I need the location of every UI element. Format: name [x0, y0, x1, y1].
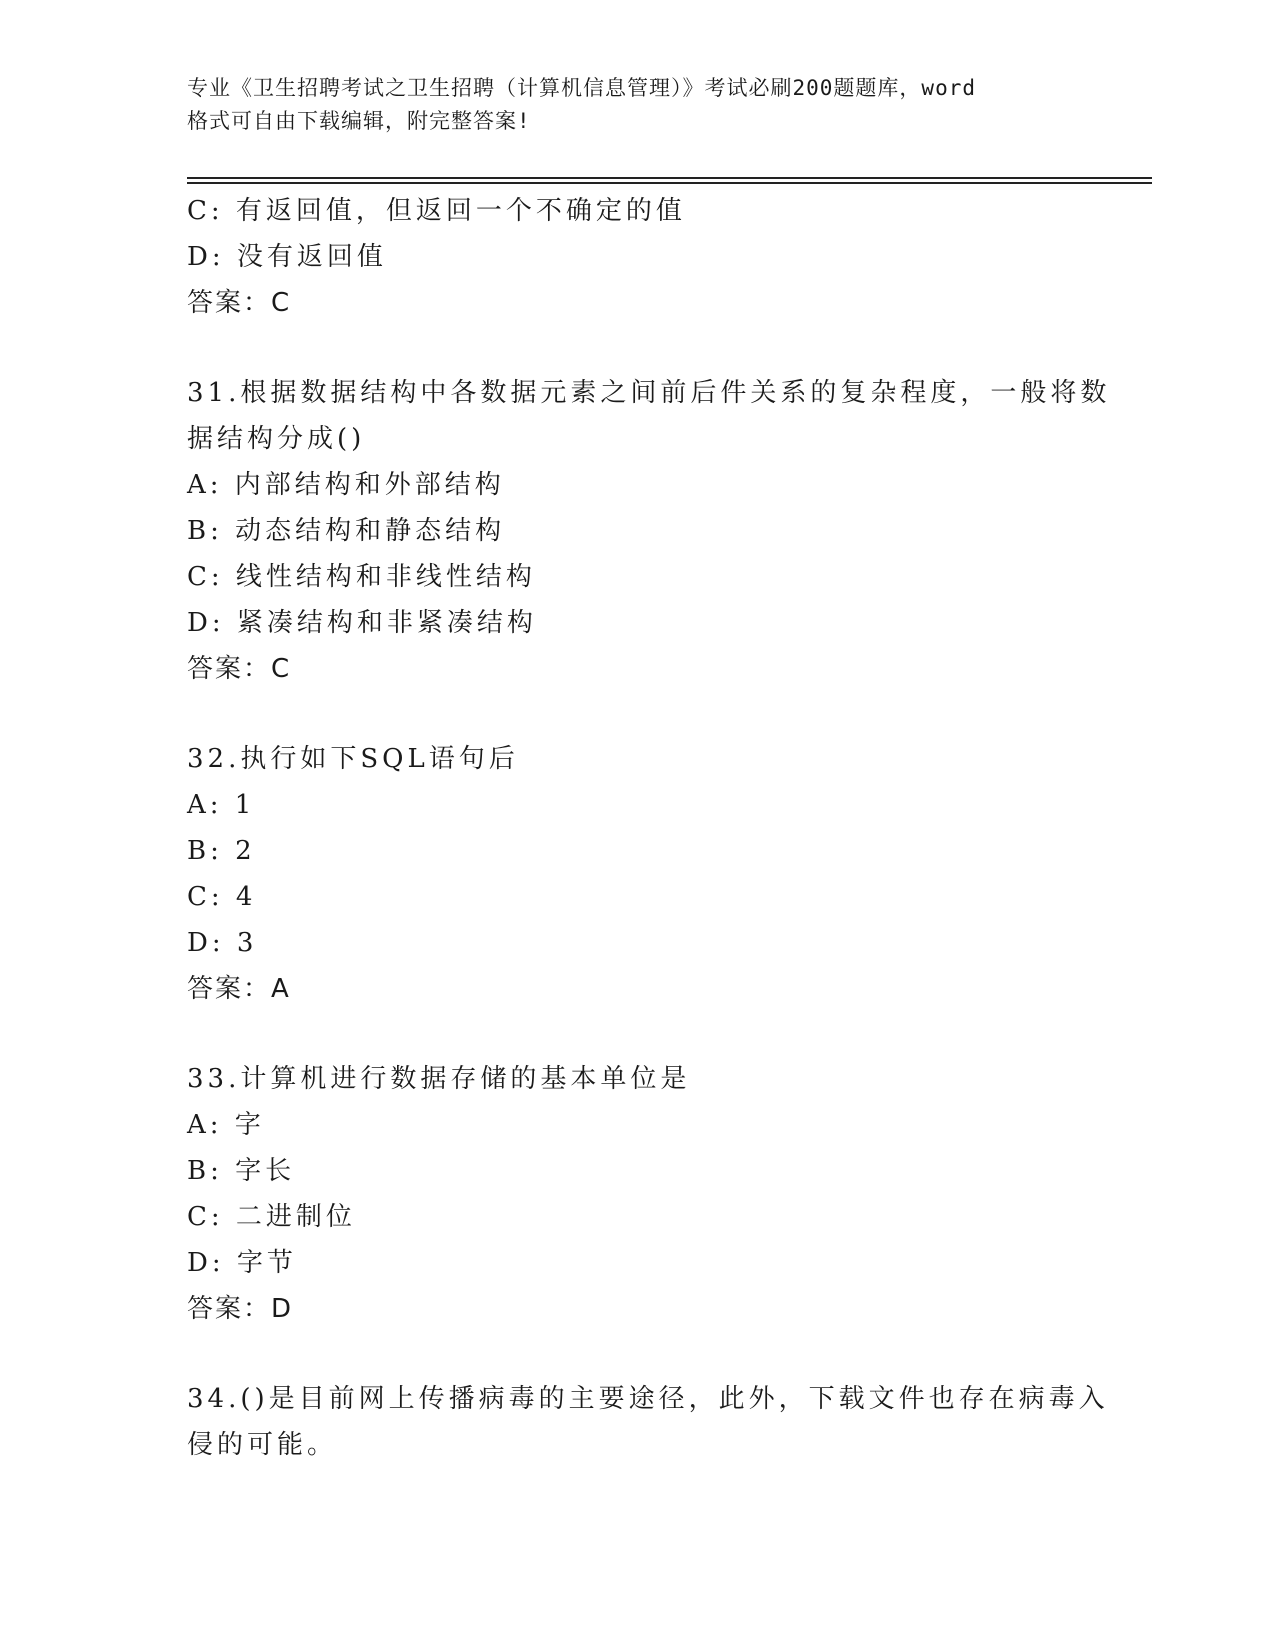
option-b: B: 字长 [187, 1156, 296, 1186]
question-text-line-2: 据结构分成() [187, 424, 366, 454]
option-c: C: 线性结构和非线性结构 [187, 562, 536, 592]
answer-line: 答案：C [187, 654, 292, 684]
header-divider-top [187, 177, 1152, 179]
question-text-line-1: 32.执行如下SQL语句后 [187, 744, 519, 774]
header-divider-bottom [187, 182, 1152, 184]
option-a: A: 1 [187, 790, 256, 820]
option-c: C: 4 [187, 882, 257, 912]
option-a: A: 内部结构和外部结构 [187, 470, 505, 500]
option-d: D: 3 [187, 928, 258, 958]
answer-line: 答案：C [187, 288, 292, 318]
question-text-line-1: 31.根据数据结构中各数据元素之间前后件关系的复杂程度，一般将数 [187, 378, 1111, 408]
answer-line: 答案：A [187, 974, 291, 1004]
header-title-line-1: 专业《卫生招聘考试之卫生招聘（计算机信息管理）》考试必刷200题题库，word [187, 76, 976, 100]
option-a: A: 字 [187, 1110, 265, 1140]
question-text-line-2: 侵的可能。 [187, 1430, 338, 1460]
header-title-line-2: 格式可自由下载编辑，附完整答案! [187, 109, 531, 133]
option-c: C: 二进制位 [187, 1202, 356, 1232]
question-text-line-1: 33.计算机进行数据存储的基本单位是 [187, 1064, 691, 1094]
question-30-tail [187, 188, 1087, 326]
question-text-line-1: 34.()是目前网上传播病毒的主要途径，此外，下载文件也存在病毒入 [187, 1384, 1109, 1414]
document-header [187, 72, 1087, 138]
question-33 [187, 1056, 1087, 1332]
question-34 [187, 1376, 1109, 1468]
option-c: C: 有返回值，但返回一个不确定的值 [187, 196, 686, 226]
option-b: B: 动态结构和静态结构 [187, 516, 506, 546]
option-d: D: 没有返回值 [187, 242, 387, 272]
answer-line: 答案：D [187, 1294, 294, 1324]
option-d: D: 紧凑结构和非紧凑结构 [187, 608, 537, 638]
question-list [187, 188, 1111, 1512]
question-31 [187, 370, 1111, 692]
question-32 [187, 736, 1087, 1012]
option-d: D: 字节 [187, 1248, 297, 1278]
option-b: B: 2 [187, 836, 256, 866]
